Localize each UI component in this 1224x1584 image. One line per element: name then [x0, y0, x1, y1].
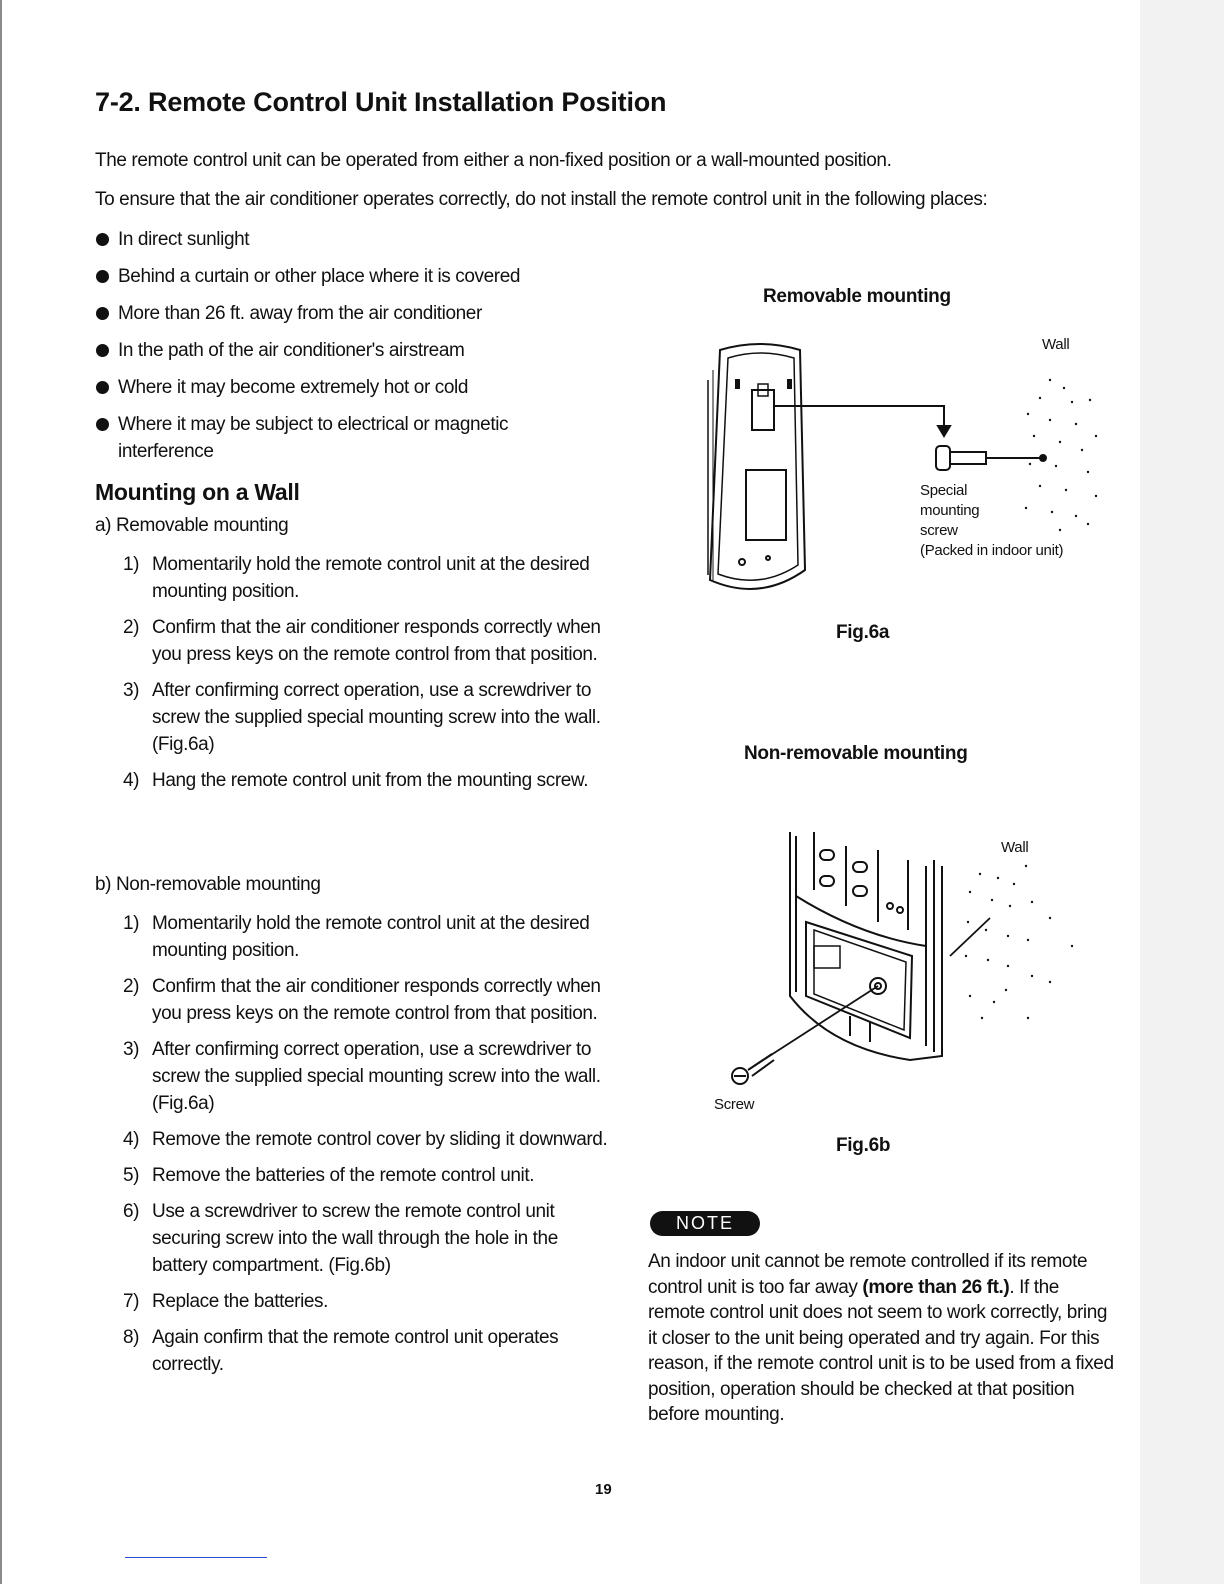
list-item: Behind a curtain or other place where it is covered	[95, 263, 565, 290]
list-item: In the path of the air conditioner's airstream	[95, 337, 565, 364]
note-badge: NOTE	[650, 1211, 760, 1236]
fig6a-wall-label: Wall	[1042, 336, 1070, 353]
list-item: 4) Remove the remote control cover by sliding it downward.	[123, 1129, 608, 1150]
list-item: 7) Replace the batteries.	[123, 1291, 329, 1312]
removable-steps	[95, 551, 610, 803]
wall-texture	[1025, 379, 1097, 531]
fig6a-screw-label-4: (Packed in indoor unit)	[920, 542, 1064, 559]
fig6a-screw-label-3: screw	[920, 522, 958, 539]
list-item: 2) Confirm that the air conditioner responds correctly when you press keys on the remote control from that position.	[123, 617, 601, 665]
list-item: 1) Momentarily hold the remote control unit at the desired mounting position.	[123, 554, 590, 602]
mounting-screw-icon	[936, 446, 1046, 470]
list-item: 3) After confirming correct operation, use a screwdriver to screw the supplied special mounting screw into the wall. (Fig.6a)	[123, 1039, 601, 1114]
list-item: Where it may become extremely hot or cold	[95, 374, 565, 401]
fig6a-diagram	[700, 340, 1120, 600]
list-item: More than 26 ft. away from the air conditioner	[95, 300, 565, 327]
fig6b-caption: Fig.6b	[836, 1135, 891, 1156]
list-item: 4) Hang the remote control unit from the mounting screw.	[123, 770, 589, 791]
non-removable-steps	[95, 910, 610, 1387]
avoid-locations-list	[95, 226, 565, 475]
list-item: 2) Confirm that the air conditioner responds correctly when you press keys on the remote control from that position.	[123, 976, 601, 1024]
removable-label: a) Removable mounting	[95, 515, 289, 536]
intro-paragraph-1: The remote control unit can be operated from either a non-fixed position or a wall-mounted position.	[95, 150, 892, 171]
page-edge	[0, 0, 2, 1584]
non-removable-label: b) Non-removable mounting	[95, 874, 321, 895]
fig6a-heading: Removable mounting	[763, 286, 951, 307]
fig6b-wall-label: Wall	[1001, 839, 1029, 856]
page-margin-shade	[1140, 0, 1224, 1584]
page-number: 19	[595, 1481, 612, 1498]
fig6a-screw-label-2: mounting	[920, 502, 980, 519]
list-item: Where it may be subject to electrical or magnetic interference	[95, 411, 565, 465]
list-item: In direct sunlight	[95, 226, 565, 253]
fig6b-screw-label: Screw	[714, 1096, 755, 1113]
mounting-heading: Mounting on a Wall	[95, 479, 300, 505]
list-item: 5) Remove the batteries of the remote control unit.	[123, 1165, 535, 1186]
section-title: 7-2. Remote Control Unit Installation Position	[95, 87, 667, 117]
footer-rule	[125, 1557, 267, 1558]
list-item: 1) Momentarily hold the remote control unit at the desired mounting position.	[123, 913, 590, 961]
fig6b-heading: Non-removable mounting	[744, 743, 968, 764]
fig6a-screw-label-1: Special	[920, 482, 968, 499]
fig6a-caption: Fig.6a	[836, 622, 890, 643]
fig6b-diagram	[710, 826, 1100, 1096]
wall-texture	[965, 865, 1073, 1019]
intro-paragraph-2: To ensure that the air conditioner operates correctly, do not install the remote control unit in the following places:	[95, 189, 988, 210]
remote-unit-back-illustration	[708, 344, 805, 589]
list-item: 6) Use a screwdriver to screw the remote control unit securing screw into the wall through the hole in the battery compartment. (Fig.6b)	[123, 1201, 558, 1276]
battery-compartment-illustration	[790, 832, 942, 1060]
list-item: 8) Again confirm that the remote control unit operates correctly.	[123, 1327, 559, 1375]
note-text: An indoor unit cannot be remote controlled if its remote control unit is too far away (more than 26 ft.). If the remote control unit does not seem to work correctly, bring it closer to the unit being operated and try again. For this reason, if the remote control unit is to be used from a fixed position, operation should be checked at that position before mounting.	[648, 1251, 1114, 1425]
screw-icon	[732, 1054, 774, 1084]
list-item: 3) After confirming correct operation, use a screwdriver to screw the supplied special mounting screw into the wall. (Fig.6a)	[123, 680, 601, 755]
